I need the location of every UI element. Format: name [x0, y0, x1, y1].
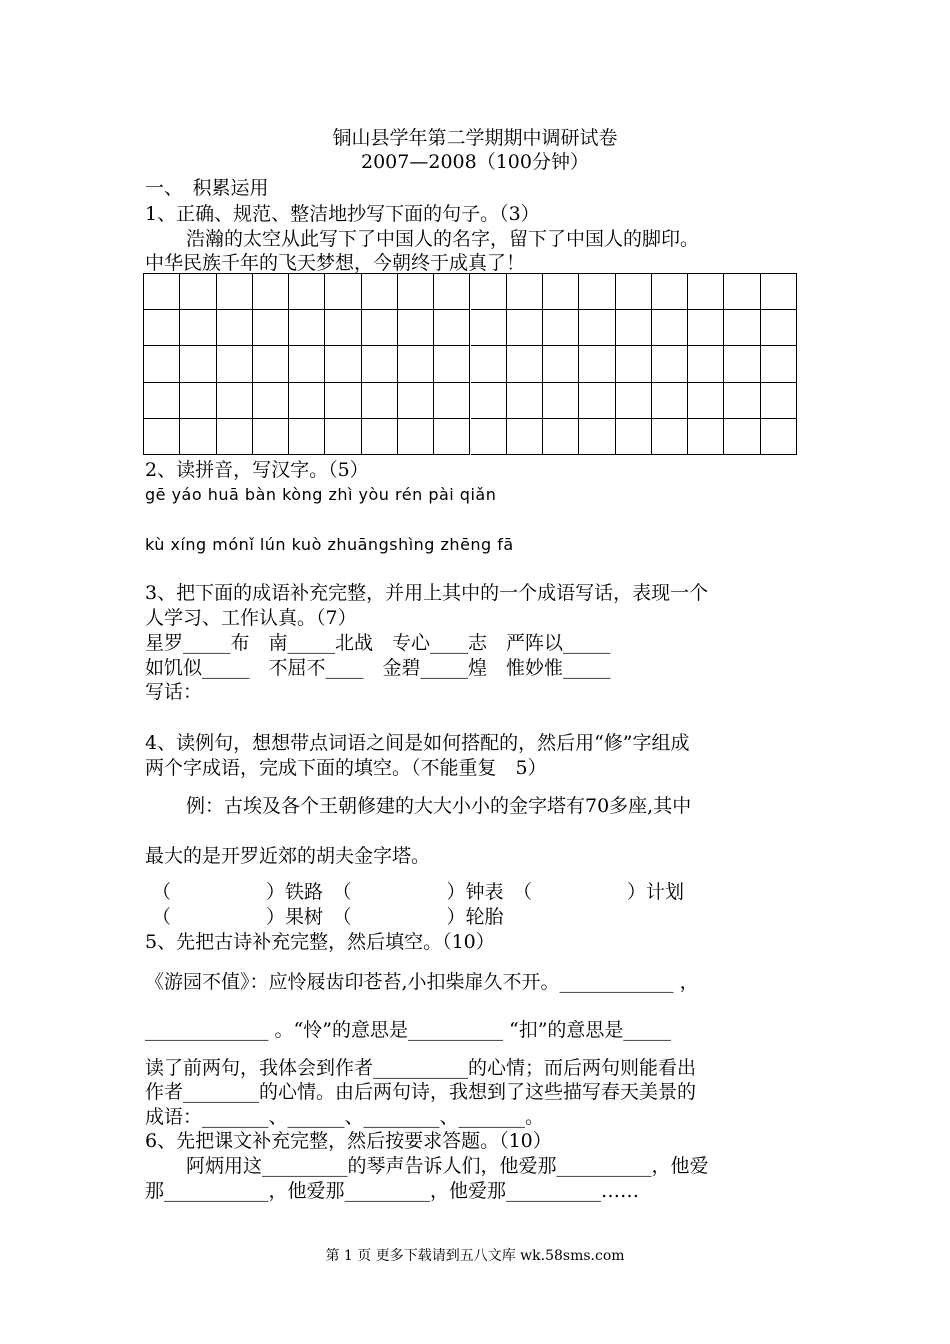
grid-cell[interactable] — [543, 346, 579, 382]
grid-cell[interactable] — [325, 383, 361, 419]
grid-cell[interactable] — [362, 419, 398, 455]
grid-cell[interactable] — [616, 346, 652, 382]
grid-cell[interactable] — [180, 346, 216, 382]
grid-cell[interactable] — [180, 274, 216, 310]
grid-cell[interactable] — [144, 419, 180, 455]
poem-question-line-4: 作者________的心情。由后两句诗，我想到了这些描写春天美景的 — [145, 1081, 697, 1103]
idiom-fill-line-2: 如饥似_____ 不屈不____ 金碧_____煌 惟妙惟_____ — [145, 657, 611, 679]
fill-blank-line-2: （ ）果树 （ ）轮胎 — [152, 906, 504, 928]
grid-cell[interactable] — [217, 346, 253, 382]
grid-cell[interactable] — [579, 383, 615, 419]
grid-cell[interactable] — [217, 310, 253, 346]
grid-cell[interactable] — [688, 310, 724, 346]
writing-grid[interactable] — [143, 273, 797, 455]
grid-cell[interactable] — [144, 310, 180, 346]
grid-cell[interactable] — [434, 274, 470, 310]
grid-cell[interactable] — [507, 383, 543, 419]
grid-cell[interactable] — [471, 346, 507, 382]
page-footer: 第 1 页 更多下载请到五八文库 wk.58sms.com — [325, 1248, 625, 1264]
fill-blank-line-1: （ ）铁路 （ ）钟表 （ ）计划 — [152, 881, 685, 903]
grid-cell[interactable] — [289, 419, 325, 455]
pinyin-line-2: kù xíng mónǐ lún kuò zhuāngshìng zhēng fā — [145, 535, 514, 554]
grid-cell[interactable] — [398, 419, 434, 455]
grid-cell[interactable] — [543, 310, 579, 346]
grid-cell[interactable] — [144, 383, 180, 419]
grid-cell[interactable] — [362, 346, 398, 382]
pinyin-line-1: gē yáo huā bàn kòng zhì yòu rén pài qiǎn — [145, 485, 497, 504]
grid-cell[interactable] — [434, 310, 470, 346]
example-sentence-line-1: 例：古埃及各个王朝修建的大大小小的金字塔有70多座,其中 — [186, 795, 692, 817]
question-1-prompt: 1、正确、规范、整洁地抄写下面的句子。（3） — [145, 203, 540, 225]
question-3-prompt-line-1: 3、把下面的成语补充完整，并用上其中的一个成语写话，表现一个 — [145, 582, 709, 604]
grid-cell[interactable] — [616, 383, 652, 419]
grid-cell[interactable] — [434, 419, 470, 455]
grid-cell[interactable] — [543, 274, 579, 310]
grid-cell[interactable] — [724, 346, 760, 382]
grid-cell[interactable] — [434, 346, 470, 382]
idiom-fill-line-1: 星罗_____布 南_____北战 专心____志 严阵以_____ — [145, 632, 611, 654]
grid-cell[interactable] — [253, 274, 289, 310]
grid-cell[interactable] — [543, 383, 579, 419]
grid-cell[interactable] — [652, 346, 688, 382]
grid-cell[interactable] — [471, 274, 507, 310]
grid-cell[interactable] — [289, 383, 325, 419]
grid-cell[interactable] — [471, 383, 507, 419]
grid-cell[interactable] — [253, 383, 289, 419]
example-sentence-line-2: 最大的是开罗近郊的胡夫金字塔。 — [145, 845, 431, 867]
grid-cell[interactable] — [507, 419, 543, 455]
grid-cell[interactable] — [325, 274, 361, 310]
poem-question-line-3: 读了前两句，我体会到作者__________的心情；而后两句则能看出 — [145, 1057, 697, 1079]
grid-cell[interactable] — [362, 383, 398, 419]
grid-cell[interactable] — [616, 310, 652, 346]
question-4-prompt-line-2: 两个字成语，完成下面的填空。（不能重复 5） — [145, 757, 547, 779]
grid-cell[interactable] — [253, 419, 289, 455]
grid-cell[interactable] — [507, 274, 543, 310]
grid-cell[interactable] — [761, 274, 797, 310]
grid-cell[interactable] — [471, 419, 507, 455]
grid-cell[interactable] — [724, 310, 760, 346]
grid-cell[interactable] — [325, 419, 361, 455]
grid-cell[interactable] — [180, 419, 216, 455]
question-1-sentence-2: 中华民族千年的飞天梦想，今朝终于成真了！ — [145, 252, 526, 274]
question-5-prompt: 5、先把古诗补充完整，然后填空。（10） — [145, 931, 495, 953]
grid-cell[interactable] — [253, 310, 289, 346]
grid-cell[interactable] — [289, 310, 325, 346]
grid-cell[interactable] — [724, 383, 760, 419]
grid-cell[interactable] — [217, 274, 253, 310]
passage-fill-line-2: 那___________，他爱那_________，他爱那__________…… — [145, 1180, 640, 1202]
question-4-prompt-line-1: 4、读例句，想想带点词语之间是如何搭配的，然后用“修”字组成 — [145, 732, 690, 754]
grid-cell[interactable] — [144, 346, 180, 382]
grid-cell[interactable] — [543, 419, 579, 455]
grid-cell[interactable] — [724, 419, 760, 455]
grid-cell[interactable] — [362, 310, 398, 346]
grid-cell[interactable] — [289, 274, 325, 310]
grid-cell[interactable] — [688, 383, 724, 419]
write-label: 写话： — [145, 681, 203, 703]
grid-cell[interactable] — [362, 274, 398, 310]
section-heading: 一、 积累运用 — [145, 177, 269, 199]
grid-cell[interactable] — [507, 346, 543, 382]
grid-cell[interactable] — [579, 346, 615, 382]
poem-line-1: 《游园不值》：应怜屐齿印苍苔,小扣柴扉久不开。____________ ， — [145, 971, 699, 993]
grid-cell[interactable] — [289, 346, 325, 382]
grid-cell[interactable] — [761, 419, 797, 455]
grid-cell[interactable] — [507, 310, 543, 346]
grid-cell[interactable] — [616, 274, 652, 310]
grid-cell[interactable] — [180, 383, 216, 419]
grid-cell[interactable] — [217, 383, 253, 419]
grid-cell[interactable] — [652, 310, 688, 346]
page-title: 铜山县学年第二学期期中调研试卷 — [332, 127, 618, 149]
question-2-prompt: 2、读拼音，写汉字。（5） — [145, 459, 369, 481]
grid-cell[interactable] — [579, 419, 615, 455]
passage-fill-line-1: 阿炳用这_________的琴声告诉人们，他爱那__________，他爱 — [186, 1155, 709, 1177]
grid-cell[interactable] — [398, 383, 434, 419]
grid-cell[interactable] — [398, 346, 434, 382]
grid-cell[interactable] — [434, 383, 470, 419]
grid-cell[interactable] — [761, 383, 797, 419]
grid-cell[interactable] — [144, 274, 180, 310]
question-6-prompt: 6、先把课文补充完整，然后按要求答题。（10） — [145, 1130, 552, 1152]
poem-question-line-5: 成语：_______、______、________、_______。 — [145, 1106, 545, 1128]
grid-cell[interactable] — [579, 274, 615, 310]
grid-cell[interactable] — [217, 419, 253, 455]
grid-cell[interactable] — [471, 310, 507, 346]
grid-cell[interactable] — [652, 383, 688, 419]
grid-cell[interactable] — [325, 346, 361, 382]
grid-cell[interactable] — [253, 346, 289, 382]
grid-cell[interactable] — [688, 346, 724, 382]
grid-cell[interactable] — [398, 274, 434, 310]
grid-cell[interactable] — [688, 419, 724, 455]
grid-cell[interactable] — [325, 310, 361, 346]
grid-cell[interactable] — [724, 274, 760, 310]
grid-cell[interactable] — [579, 310, 615, 346]
grid-cell[interactable] — [398, 310, 434, 346]
question-1-sentence-1: 浩瀚的太空从此写下了中国人的名字，留下了中国人的脚印。 — [186, 228, 700, 250]
page-subtitle: 2007—2008（100分钟） — [361, 151, 589, 173]
grid-cell[interactable] — [688, 274, 724, 310]
grid-cell[interactable] — [761, 346, 797, 382]
question-3-prompt-line-2: 人学习、工作认真。（7） — [145, 607, 357, 629]
grid-cell[interactable] — [616, 419, 652, 455]
grid-cell[interactable] — [180, 310, 216, 346]
grid-cell[interactable] — [761, 310, 797, 346]
grid-cell[interactable] — [652, 274, 688, 310]
poem-line-2: _____________ 。“怜”的意思是__________ “扣”的意思是_____ — [145, 1019, 671, 1041]
grid-cell[interactable] — [652, 419, 688, 455]
